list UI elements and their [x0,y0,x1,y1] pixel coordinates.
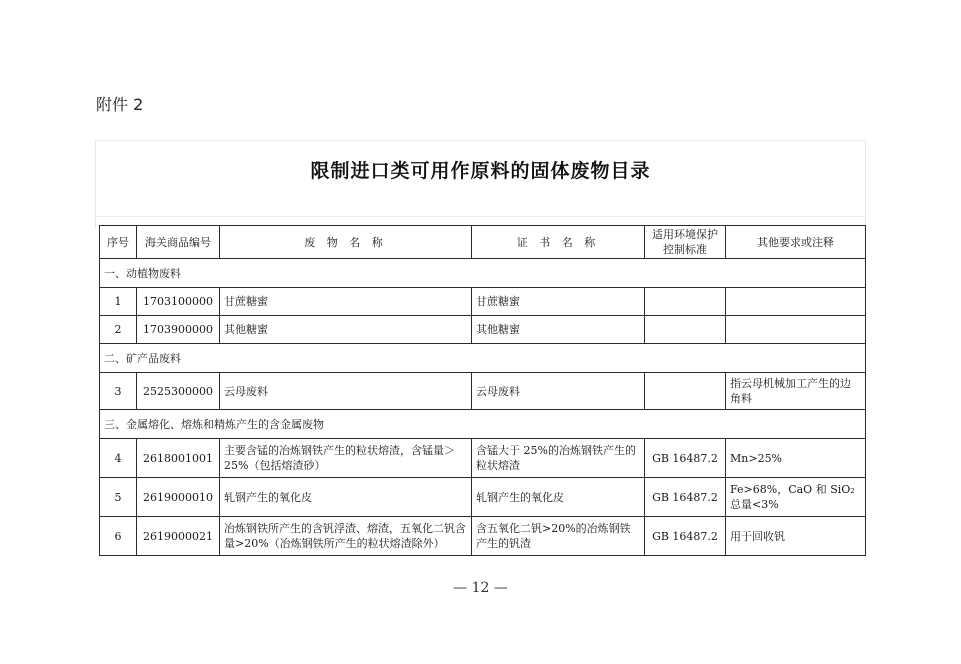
cell-cert: 含锰大于 25%的冶炼钢铁产生的粒状熔渣 [472,439,645,478]
scan-guide-line [865,140,866,228]
cell-standard [645,316,726,344]
section-title: 一、动植物废料 [100,259,866,288]
header-seq: 序号 [100,226,137,259]
cell-standard: GB 16487.2 [645,517,726,556]
scan-guide-line [95,140,865,141]
table-row [100,478,866,517]
header-waste-name: 废 物 名 称 [220,226,472,259]
section-title: 二、矿产品废料 [100,344,866,373]
section-title: 三、金属熔化、熔炼和精炼产生的含金属废物 [100,410,866,439]
cell-code: 2525300000 [137,373,220,410]
cell-notes: Fe>68%，CaO 和 SiO₂ 总量<3% [726,478,866,517]
cell-notes: 指云母机械加工产生的边角料 [726,373,866,410]
scan-guide-line [95,216,865,217]
cell-cert: 轧钢产生的氧化皮 [472,478,645,517]
cell-cert: 含五氧化二钒>20%的冶炼钢铁产生的钒渣 [472,517,645,556]
table-row [100,316,866,344]
cell-name: 主要含锰的冶炼钢铁产生的粒状熔渣，含锰量＞25%（包括熔渣砂） [220,439,472,478]
cell-name: 轧钢产生的氧化皮 [220,478,472,517]
cell-standard: GB 16487.2 [645,439,726,478]
table-header-row [100,226,866,259]
section-row [100,410,866,439]
cell-cert: 甘蔗糖蜜 [472,288,645,316]
cell-name: 云母废料 [220,373,472,410]
header-notes: 其他要求或注释 [726,226,866,259]
cell-standard [645,373,726,410]
section-row [100,344,866,373]
cell-seq: 3 [100,373,137,410]
cell-notes: Mn>25% [726,439,866,478]
table-row [100,439,866,478]
scan-guide-line [95,140,96,228]
cell-seq: 1 [100,288,137,316]
header-hs-code: 海关商品编号 [137,226,220,259]
cell-standard [645,288,726,316]
cell-seq: 6 [100,517,137,556]
cell-code: 1703900000 [137,316,220,344]
attachment-label: 附件 2 [96,95,144,114]
cell-name: 冶炼钢铁所产生的含钒浮渣、熔渣，五氧化二钒含量>20%（冶炼钢铁所产生的粒状熔渣除外） [220,517,472,556]
table-row [100,288,866,316]
cell-notes [726,316,866,344]
header-standard: 适用环境保护控制标准 [645,226,726,259]
cell-name: 甘蔗糖蜜 [220,288,472,316]
document-title: 限制进口类可用作原料的固体废物目录 [310,160,651,182]
cell-code: 2618001001 [137,439,220,478]
cell-cert: 云母废料 [472,373,645,410]
page-number: — 12 — [453,580,508,596]
cell-seq: 4 [100,439,137,478]
cell-seq: 5 [100,478,137,517]
cell-code: 2619000021 [137,517,220,556]
cell-notes: 用于回收钒 [726,517,866,556]
cell-cert: 其他糖蜜 [472,316,645,344]
waste-catalog-table [99,225,866,556]
header-cert-name: 证 书 名 称 [472,226,645,259]
table-row [100,517,866,556]
section-row [100,259,866,288]
table-row [100,373,866,410]
cell-name: 其他糖蜜 [220,316,472,344]
cell-code: 2619000010 [137,478,220,517]
cell-notes [726,288,866,316]
cell-seq: 2 [100,316,137,344]
cell-standard: GB 16487.2 [645,478,726,517]
cell-code: 1703100000 [137,288,220,316]
